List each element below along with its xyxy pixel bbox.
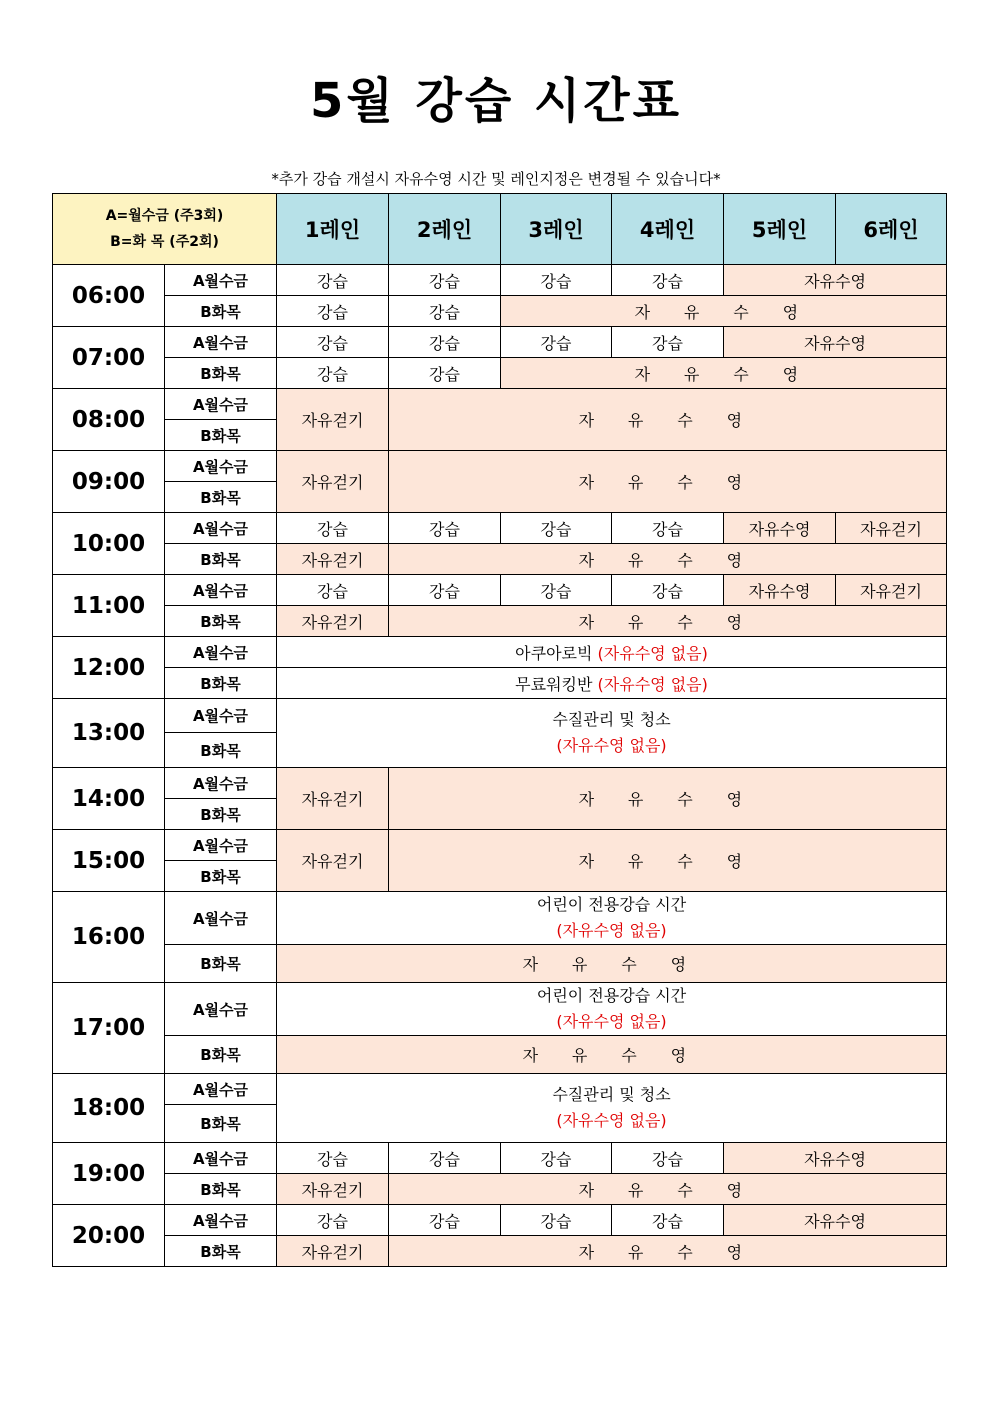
time-cell: 20:00: [53, 1205, 165, 1267]
lesson-cell: 강습: [389, 265, 501, 296]
table-row: [53, 1074, 947, 1105]
time-cell: 10:00: [53, 513, 165, 575]
table-row: [53, 637, 947, 668]
lesson-cell: 강습: [277, 513, 389, 544]
group-b-label: B화목: [165, 296, 277, 327]
time-cell: 14:00: [53, 768, 165, 830]
group-b-label: B화목: [165, 1105, 277, 1143]
group-b-label: B화목: [165, 945, 277, 983]
time-cell: 16:00: [53, 892, 165, 983]
lesson-cell: 강습: [501, 1205, 612, 1236]
time-cell: 06:00: [53, 265, 165, 327]
group-a-label: A월수금: [165, 389, 277, 420]
lesson-cell: 강습: [389, 296, 501, 327]
free-swim-cell: 자 유 수 영: [389, 606, 947, 637]
group-a-label: A월수금: [165, 983, 277, 1036]
maintenance-cell: [277, 1074, 947, 1143]
group-b-label: B화목: [165, 799, 277, 830]
lesson-cell: 강습: [277, 1205, 389, 1236]
free-swim-cell: 자 유 수 영: [501, 358, 947, 389]
free-swim-cell: 자 유 수 영: [277, 945, 947, 983]
no-free-swim-note: (자유수영 없음): [556, 921, 667, 940]
table-row: [53, 830, 947, 861]
free-swim-cell: 자 유 수 영: [389, 1174, 947, 1205]
free-walk-cell: 자유걷기: [277, 768, 389, 830]
lesson-cell: 강습: [389, 327, 501, 358]
lesson-cell: 강습: [389, 1205, 501, 1236]
free-swim-cell: 자 유 수 영: [501, 296, 947, 327]
group-b-label: B화목: [165, 482, 277, 513]
lane-header-1: 1레인: [277, 194, 389, 265]
free-walk-cell: 자유걷기: [836, 575, 947, 606]
free-walk-cell: 자유걷기: [836, 513, 947, 544]
group-a-label: A월수금: [165, 1074, 277, 1105]
lesson-cell: 강습: [277, 575, 389, 606]
group-b-label: B화목: [165, 1036, 277, 1074]
time-cell: 13:00: [53, 699, 165, 768]
lesson-cell: 강습: [389, 575, 501, 606]
table-row: [53, 606, 947, 637]
schedule-notice: *추가 강습 개설시 자유수영 시간 및 레인지정은 변경될 수 있습니다*: [271, 170, 721, 188]
lesson-cell: 강습: [501, 575, 612, 606]
legend-cell: [53, 194, 277, 265]
group-a-label: A월수금: [165, 637, 277, 668]
free-walk-cell: 자유걷기: [277, 389, 389, 451]
lesson-cell: 강습: [612, 1143, 724, 1174]
free-swim-cell: 자 유 수 영: [389, 1236, 947, 1267]
free-swim-cell: 자 유 수 영: [277, 1036, 947, 1074]
walking-label: 무료워킹반: [515, 674, 593, 694]
group-b-label: B화목: [165, 420, 277, 451]
table-row: [53, 544, 947, 575]
lesson-cell: 강습: [501, 327, 612, 358]
free-walk-cell: 자유걷기: [277, 1236, 389, 1267]
table-row: [53, 892, 947, 945]
free-walk-cell: 자유걷기: [277, 544, 389, 575]
lesson-cell: 강습: [277, 358, 389, 389]
legend-b: B=화 목 (주2회): [110, 234, 219, 250]
group-a-label: A월수금: [165, 451, 277, 482]
maintenance-label: 수질관리 및 청소: [552, 710, 671, 729]
time-cell: 07:00: [53, 327, 165, 389]
page-title: 5월 강습 시간표: [309, 73, 683, 129]
free-swim-cell: 자 유 수 영: [389, 768, 947, 830]
lane-header-6: 6레인: [836, 194, 947, 265]
group-b-label: B화목: [165, 668, 277, 699]
kids-lesson-cell: [277, 983, 947, 1036]
group-b-label: B화목: [165, 544, 277, 575]
group-a-label: A월수금: [165, 768, 277, 799]
free-swim-cell: 자유수영: [724, 513, 836, 544]
table-row: [53, 513, 947, 544]
table-row: [53, 1205, 947, 1236]
lesson-cell: 강습: [612, 1205, 724, 1236]
free-swim-cell: 자 유 수 영: [389, 451, 947, 513]
group-a-label: A월수금: [165, 892, 277, 945]
free-swim-cell: 자유수영: [724, 327, 947, 358]
table-row: [53, 983, 947, 1036]
table-row: [53, 699, 947, 733]
lane-header-4: 4레인: [612, 194, 724, 265]
free-walk-cell: 자유걷기: [277, 451, 389, 513]
free-swim-cell: 자 유 수 영: [389, 544, 947, 575]
kids-lesson-label: 어린이 전용강습 시간: [536, 895, 687, 914]
kids-lesson-label: 어린이 전용강습 시간: [536, 986, 687, 1005]
free-walk-cell: 자유걷기: [277, 1174, 389, 1205]
lesson-cell: 강습: [612, 265, 724, 296]
group-a-label: A월수금: [165, 1205, 277, 1236]
lesson-cell: 강습: [501, 513, 612, 544]
lesson-cell: 강습: [389, 358, 501, 389]
table-row: [53, 296, 947, 327]
free-swim-cell: 자 유 수 영: [389, 830, 947, 892]
lesson-cell: 강습: [389, 513, 501, 544]
no-free-swim-note: (자유수영 없음): [597, 674, 708, 694]
group-b-label: B화목: [165, 1174, 277, 1205]
free-walk-cell: 자유걷기: [277, 606, 389, 637]
table-row: [53, 327, 947, 358]
table-row: [53, 1236, 947, 1267]
walking-cell: [277, 668, 947, 699]
table-row: [53, 451, 947, 482]
time-cell: 09:00: [53, 451, 165, 513]
table-row: [53, 1036, 947, 1074]
lesson-cell: 강습: [389, 1143, 501, 1174]
group-b-label: B화목: [165, 733, 277, 768]
no-free-swim-note: (자유수영 없음): [556, 1012, 667, 1031]
maintenance-label: 수질관리 및 청소: [552, 1085, 671, 1104]
free-swim-cell: 자 유 수 영: [389, 389, 947, 451]
free-walk-cell: 자유걷기: [277, 830, 389, 892]
kids-lesson-cell: [277, 892, 947, 945]
table-row: [53, 768, 947, 799]
lesson-cell: 강습: [612, 575, 724, 606]
time-cell: 08:00: [53, 389, 165, 451]
table-row: [53, 945, 947, 983]
group-b-label: B화목: [165, 1236, 277, 1267]
legend-a: A=월수금 (주3회): [105, 208, 224, 224]
lesson-cell: 강습: [277, 265, 389, 296]
table-row: [53, 389, 947, 420]
table-row: [53, 358, 947, 389]
group-b-label: B화목: [165, 861, 277, 892]
table-row: [53, 575, 947, 606]
time-cell: 15:00: [53, 830, 165, 892]
header-row: [53, 194, 947, 265]
time-cell: 17:00: [53, 983, 165, 1074]
group-a-label: A월수금: [165, 327, 277, 358]
lesson-cell: 강습: [501, 1143, 612, 1174]
table-row: [53, 1174, 947, 1205]
group-a-label: A월수금: [165, 575, 277, 606]
lesson-cell: 강습: [501, 265, 612, 296]
lesson-cell: 강습: [277, 296, 389, 327]
free-swim-cell: 자유수영: [724, 1143, 947, 1174]
time-cell: 18:00: [53, 1074, 165, 1143]
lesson-cell: 강습: [612, 327, 724, 358]
time-cell: 12:00: [53, 637, 165, 699]
group-a-label: A월수금: [165, 513, 277, 544]
schedule-table: [52, 193, 947, 1267]
free-swim-cell: 자유수영: [724, 575, 836, 606]
no-free-swim-note: (자유수영 없음): [556, 736, 667, 755]
lesson-cell: 강습: [277, 1143, 389, 1174]
time-cell: 19:00: [53, 1143, 165, 1205]
no-free-swim-note: (자유수영 없음): [597, 643, 708, 663]
free-swim-cell: 자유수영: [724, 265, 947, 296]
table-row: [53, 1143, 947, 1174]
lane-header-2: 2레인: [389, 194, 501, 265]
group-a-label: A월수금: [165, 830, 277, 861]
no-free-swim-note: (자유수영 없음): [556, 1111, 667, 1130]
free-swim-cell: 자유수영: [724, 1205, 947, 1236]
aqua-cell: [277, 637, 947, 668]
group-a-label: A월수금: [165, 1143, 277, 1174]
table-row: [53, 265, 947, 296]
maintenance-cell: [277, 699, 947, 768]
group-b-label: B화목: [165, 358, 277, 389]
time-cell: 11:00: [53, 575, 165, 637]
group-b-label: B화목: [165, 606, 277, 637]
table-row: [53, 668, 947, 699]
aqua-label: 아쿠아로빅: [515, 643, 593, 663]
lane-header-5: 5레인: [724, 194, 836, 265]
group-a-label: A월수금: [165, 699, 277, 733]
group-a-label: A월수금: [165, 265, 277, 296]
lane-header-3: 3레인: [501, 194, 612, 265]
lesson-cell: 강습: [612, 513, 724, 544]
lesson-cell: 강습: [277, 327, 389, 358]
